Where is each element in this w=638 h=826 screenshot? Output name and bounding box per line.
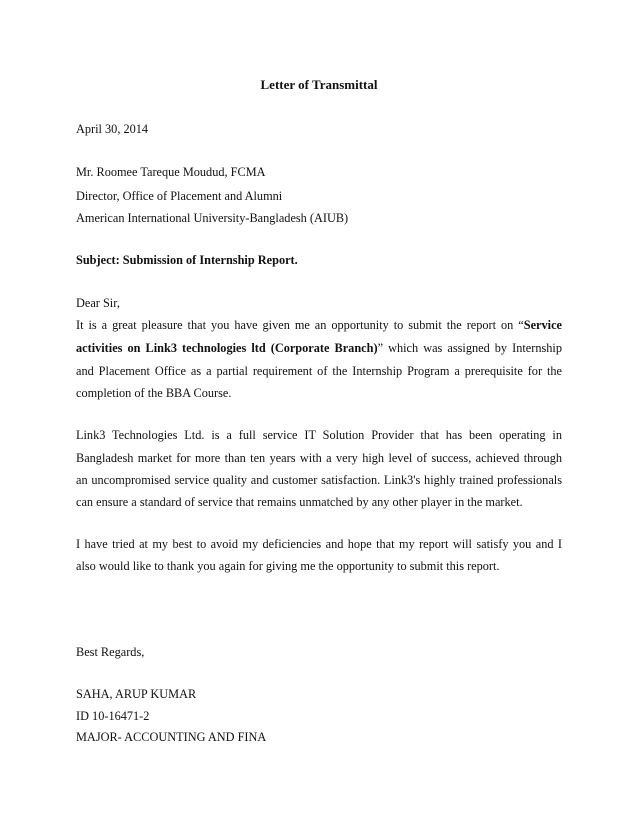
- sender-name: SAHA, ARUP KUMAR: [76, 687, 197, 701]
- p1-line2-bold: activities on Link3 technologies ltd (Corporate Branch): [76, 341, 378, 355]
- paragraph-1-line-2: [76, 340, 562, 356]
- recipient-name: Mr. Roomee Tareque Moudud, FCMA: [76, 165, 266, 179]
- p1-line2-text: ” which was assigned by Internship: [377, 341, 562, 355]
- sender-id: ID 10-16471-2: [76, 709, 150, 723]
- paragraph-1-line-4: completion of the BBA Course.: [76, 386, 232, 400]
- salutation: Dear Sir,: [76, 296, 120, 310]
- paragraph-1-line-1: [76, 317, 562, 333]
- letter-title: Letter of Transmittal: [260, 77, 378, 92]
- paragraph-3-line-2: also would like to thank you again for giving me the opportunity to submit this report.: [76, 559, 500, 573]
- recipient-position: Director, Office of Placement and Alumni: [76, 189, 283, 203]
- sender-major: MAJOR- ACCOUNTING AND FINA: [76, 730, 267, 744]
- p1-line1-bold: Service: [523, 318, 562, 332]
- paragraph-1-line-3: and Placement Office as a partial requirement of the Internship Program a prerequisite for the: [76, 364, 562, 378]
- paragraph-3-line-1: I have tried at my best to avoid my deficiencies and hope that my report will satisfy you and I: [76, 537, 562, 551]
- letter-date: April 30, 2014: [76, 122, 149, 136]
- recipient-institution: American International University-Bangladesh (AIUB): [76, 211, 349, 225]
- paragraph-2-line-4: can ensure a standard of service that remains unmatched by any other player in the market.: [76, 495, 523, 509]
- paragraph-2-line-3: an uncompromised service quality and customer satisfaction. Link3's highly trained professionals: [76, 473, 562, 487]
- letter-subject: Subject: Submission of Internship Report.: [76, 253, 298, 267]
- closing: Best Regards,: [76, 645, 145, 659]
- p1-line1-text: It is a great pleasure that you have given me an opportunity to submit the report on “: [76, 318, 524, 332]
- paragraph-2-line-1: Link3 Technologies Ltd. is a full service IT Solution Provider that has been operating in: [76, 428, 562, 442]
- paragraph-2-line-2: Bangladesh market for more than ten years with a very high level of success, achieved through: [76, 451, 562, 465]
